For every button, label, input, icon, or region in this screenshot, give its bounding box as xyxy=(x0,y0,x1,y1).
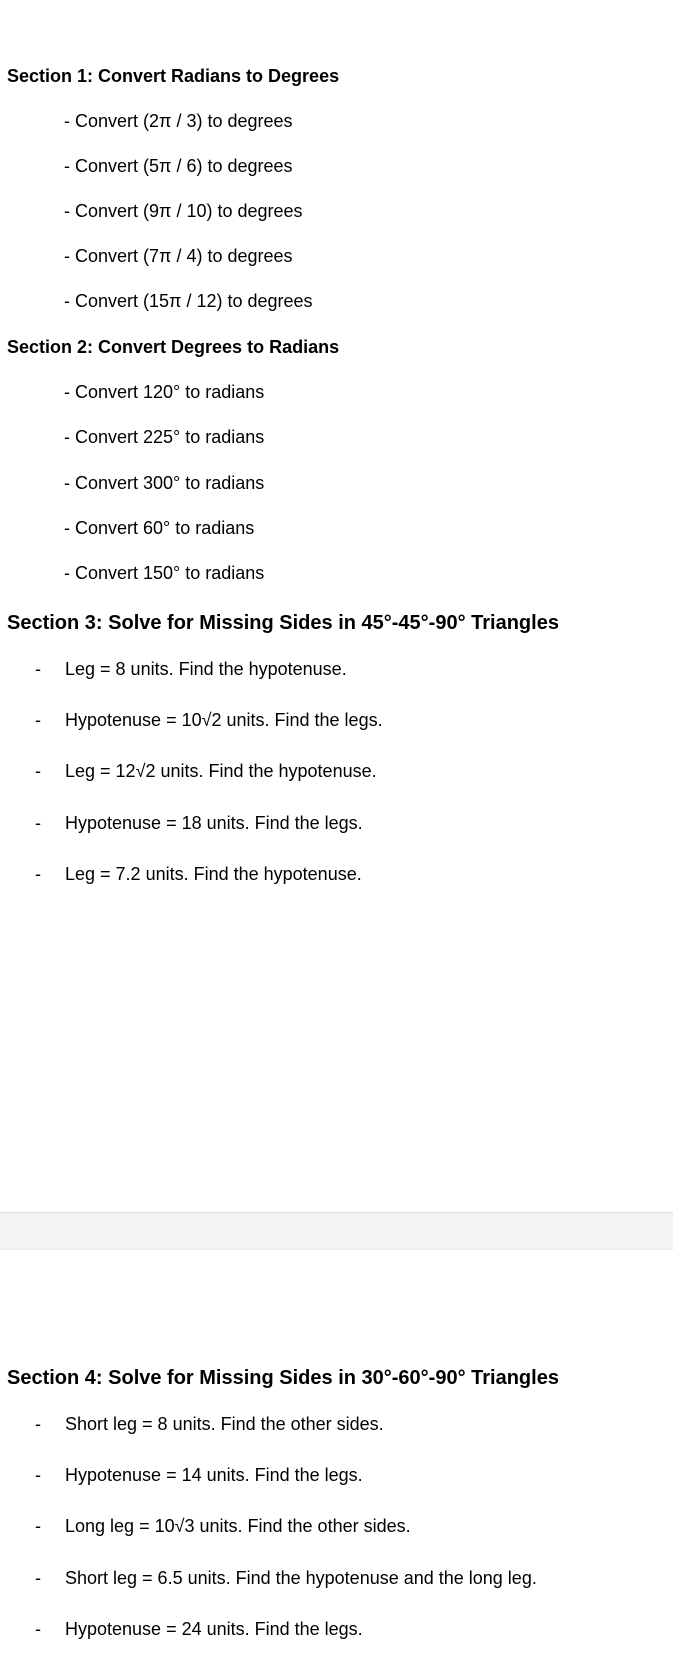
list-item-text: Leg = 8 units. Find the hypotenuse. xyxy=(65,659,347,679)
list-item-text: Leg = 7.2 units. Find the hypotenuse. xyxy=(65,864,362,884)
list-item-text: Long leg = 10√3 units. Find the other sides. xyxy=(65,1516,411,1536)
section-1-item: - Convert (2π / 3) to degrees xyxy=(64,111,293,131)
bullet-dash: - xyxy=(35,761,41,781)
bullet-dash: - xyxy=(35,710,41,730)
list-item-text: Leg = 12√2 units. Find the hypotenuse. xyxy=(65,761,377,781)
section-2-item: - Convert 300° to radians xyxy=(64,473,265,493)
page-break xyxy=(0,1212,673,1250)
bullet-dash: - xyxy=(35,659,41,679)
list-item-text: Short leg = 8 units. Find the other sides. xyxy=(65,1414,384,1434)
bullet-dash: - xyxy=(35,864,41,884)
section-1-item: - Convert (7π / 4) to degrees xyxy=(64,246,293,266)
bullet-dash: - xyxy=(35,1414,41,1434)
bullet-dash: - xyxy=(35,1568,41,1588)
list-item-text: Short leg = 6.5 units. Find the hypotenuse and the long leg. xyxy=(65,1568,537,1588)
section-3-heading: Section 3: Solve for Missing Sides in 45°-45°-90° Triangles xyxy=(7,612,559,634)
section-2-item: - Convert 120° to radians xyxy=(64,382,265,402)
section-2-item: - Convert 60° to radians xyxy=(64,518,255,538)
list-item-text: Hypotenuse = 18 units. Find the legs. xyxy=(65,813,363,833)
bullet-dash: - xyxy=(35,1516,41,1536)
section-4-heading: Section 4: Solve for Missing Sides in 30°-60°-90° Triangles xyxy=(7,1367,559,1389)
section-1-item: - Convert (15π / 12) to degrees xyxy=(64,291,313,311)
bullet-dash: - xyxy=(35,1465,41,1485)
list-item-text: Hypotenuse = 10√2 units. Find the legs. xyxy=(65,710,383,730)
bullet-dash: - xyxy=(35,1619,41,1639)
section-2-heading: Section 2: Convert Degrees to Radians xyxy=(7,337,340,357)
section-1-item: - Convert (9π / 10) to degrees xyxy=(64,201,303,221)
document-page-2 xyxy=(0,1250,673,1658)
section-2-item: - Convert 150° to radians xyxy=(64,563,265,583)
bullet-dash: - xyxy=(35,813,41,833)
section-1-heading: Section 1: Convert Radians to Degrees xyxy=(7,66,340,86)
list-item-text: Hypotenuse = 24 units. Find the legs. xyxy=(65,1619,363,1639)
section-1-item: - Convert (5π / 6) to degrees xyxy=(64,156,293,176)
section-2-item: - Convert 225° to radians xyxy=(64,427,265,447)
list-item-text: Hypotenuse = 14 units. Find the legs. xyxy=(65,1465,363,1485)
